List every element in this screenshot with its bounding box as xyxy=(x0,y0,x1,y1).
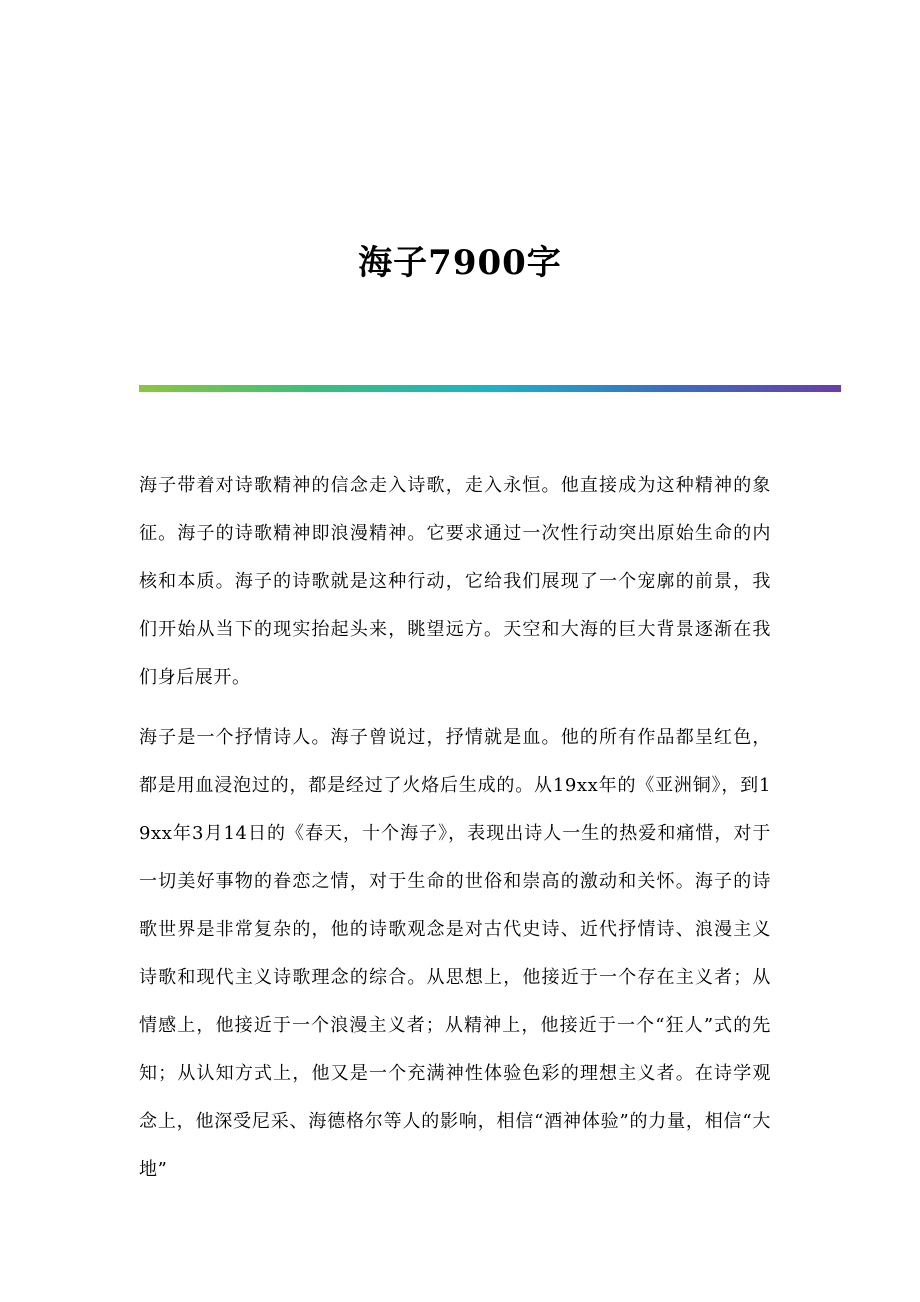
document-title: 海子7900字 xyxy=(358,242,562,283)
paragraph-2: 海子是一个抒情诗人。海子曾说过，抒情就是血。他的所有作品都呈红色，都是用血浸泡过的，都是经过了火烙后生成的。从19xx年的《亚洲铜》，到19xx年3月14日的《春天，十个海子》，表现出诗人一生的热爱和痛惜，对于一切美好事物的眷恋之情，对于生命的世俗和崇高的激动和关怀。海子的诗歌世界是非常复杂的，他的诗歌观念是对古代史诗、近代抒情诗、浪漫主义诗歌和现代主义诗歌理念的综合。从思想上，他接近于一个存在主义者；从情感上，他接近于一个浪漫主义者；从精神上，他接近于一个“狂人”式的先知；从认知方式上，他又是一个充满神性体验色彩的理想主义者。在诗学观念上，他深受尼采、海德格尔等人的影响，相信“酒神体验”的力量，相信“大地” xyxy=(139,727,771,1180)
document-body xyxy=(139,462,771,1206)
paragraph-1: 海子带着对诗歌精神的信念走入诗歌，走入永恒。他直接成为这种精神的象征。海子的诗歌精神即浪漫精神。它要求通过一次性行动突出原始生命的内核和本质。海子的诗歌就是这种行动，它给我们展现了一个宠廓的前景，我们开始从当下的现实抬起头来，眺望远方。天空和大海的巨大背景逐渐在我们身后展开。 xyxy=(139,475,771,688)
gradient-divider xyxy=(139,385,841,392)
